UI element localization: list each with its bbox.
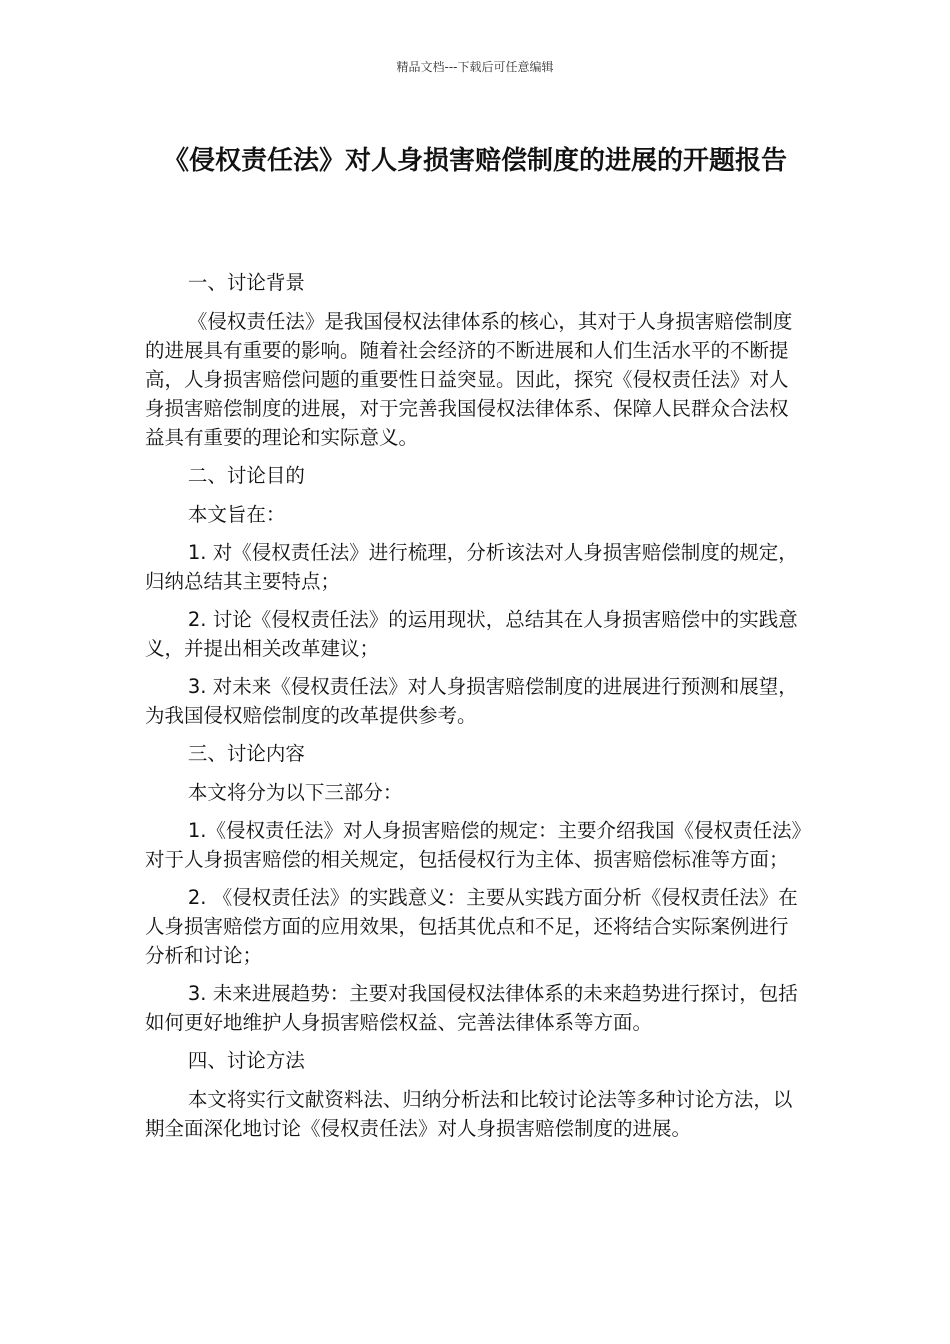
list-item-purpose-2: 2. 讨论《侵权责任法》的运用现状，总结其在人身损害赔偿中的实践意义，并提出相关改革建议； xyxy=(145,608,798,660)
header-note: 精品文档---下载后可任意编辑 xyxy=(396,60,554,74)
section-heading-background: 一、讨论背景 xyxy=(187,271,305,294)
paragraph-content-intro: 本文将分为以下三部分： xyxy=(187,781,403,804)
paragraph-purpose-intro: 本文旨在： xyxy=(187,503,286,526)
section-heading-content: 三、讨论内容 xyxy=(187,742,305,765)
list-item-content-1: 1.《侵权责任法》对人身损害赔偿的规定：主要介绍我国《侵权责任法》对于人身损害赔偿的相关规定，包括侵权行为主体、损害赔偿标准等方面； xyxy=(145,819,802,871)
list-item-content-2: 2. 《侵权责任法》的实践意义：主要从实践方面分析《侵权责任法》在人身损害赔偿方面的应用效果，包括其优点和不足，还将结合实际案例进行分析和讨论； xyxy=(145,886,798,967)
document-body xyxy=(145,268,805,1152)
document-title: 《侵权责任法》对人身损害赔偿制度的进展的开题报告 xyxy=(162,146,787,176)
section-heading-purpose: 二、讨论目的 xyxy=(187,464,305,487)
list-item-purpose-3: 3. 对未来《侵权责任法》对人身损害赔偿制度的进展进行预测和展望，为我国侵权赔偿制度的改革提供参考。 xyxy=(145,675,798,727)
paragraph-background: 《侵权责任法》是我国侵权法律体系的核心，其对于人身损害赔偿制度的进展具有重要的影响。随着社会经济的不断进展和人们生活水平的不断提高，人身损害赔偿问题的重要性日益突显。因此，探究《侵权责任法》对人身损害赔偿制度的进展，对于完善我国侵权法律体系、保障人民群众合法权益具有重要的理论和实际意义。 xyxy=(145,310,793,449)
section-heading-method: 四、讨论方法 xyxy=(187,1049,305,1072)
list-item-content-3: 3. 未来进展趋势：主要对我国侵权法律体系的未来趋势进行探讨，包括如何更好地维护人身损害赔偿权益、完善法律体系等方面。 xyxy=(145,982,798,1034)
list-item-purpose-1: 1. 对《侵权责任法》进行梳理，分析该法对人身损害赔偿制度的规定，归纳总结其主要特点； xyxy=(145,541,798,593)
paragraph-method: 本文将实行文献资料法、归纳分析法和比较讨论法等多种讨论方法，以期全面深化地讨论《侵权责任法》对人身损害赔偿制度的进展。 xyxy=(145,1088,793,1140)
